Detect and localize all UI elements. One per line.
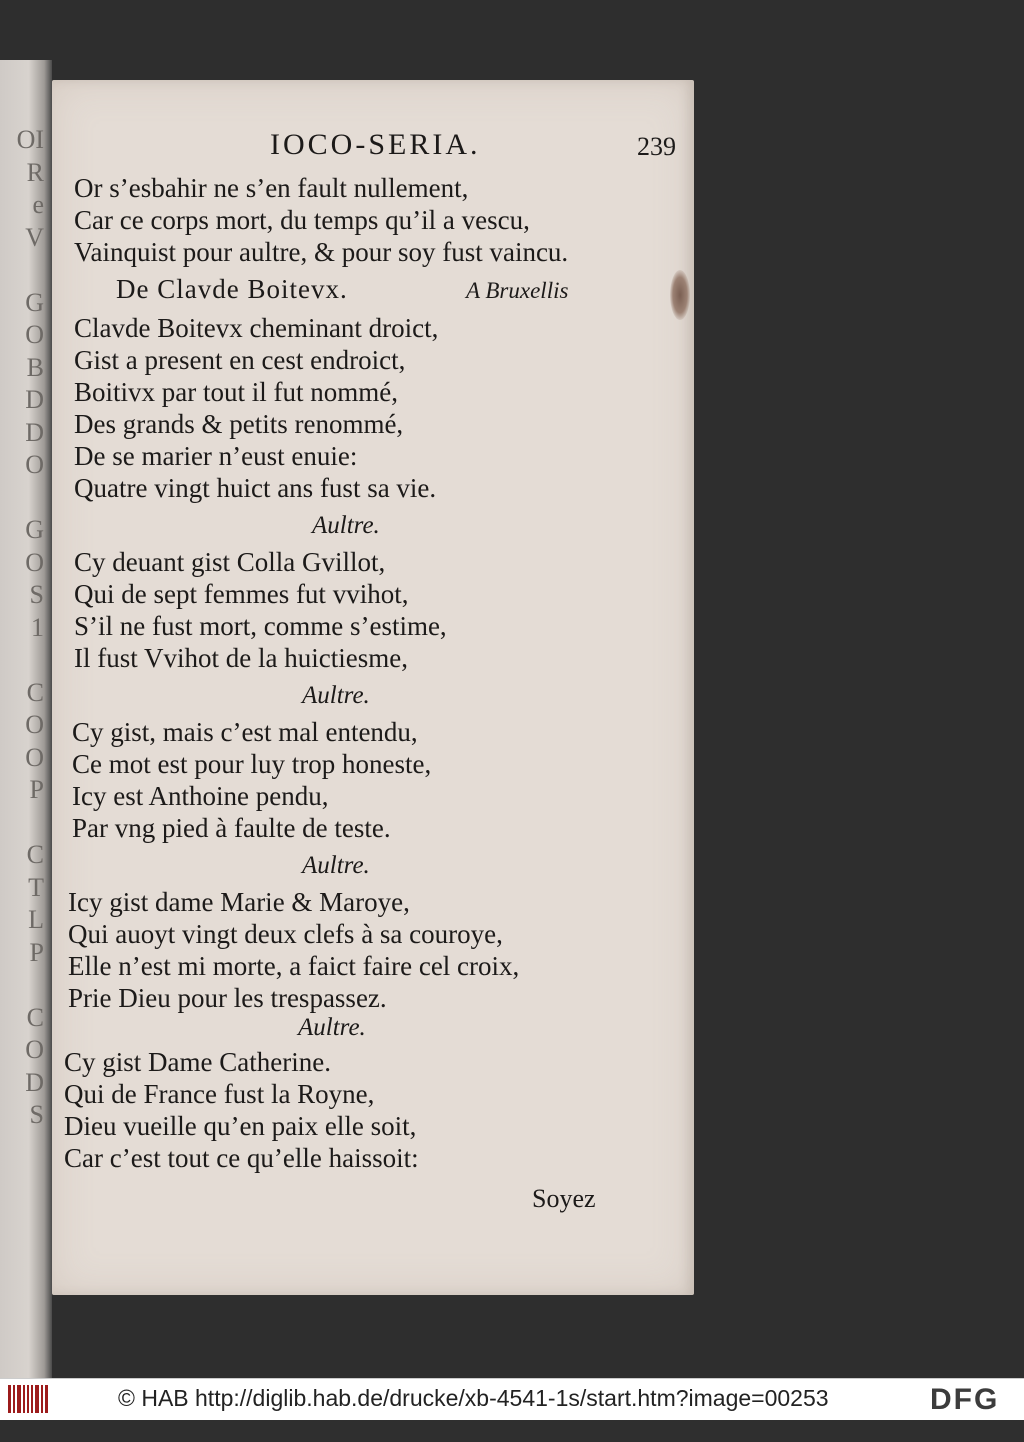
verse-line: Icy gist dame Marie & Maroye, — [68, 887, 410, 917]
verse-line: Prie Dieu pour les trespassez. — [68, 983, 387, 1013]
verse-line: Cy gist Dame Catherine. — [64, 1047, 331, 1077]
verse-line: Vainquist pour aultre, & pour soy fust vaincu. — [74, 237, 569, 267]
epitaph-heading: Aultre. — [302, 852, 370, 879]
verse-line: Par vng pied à faulte de teste. — [72, 813, 391, 843]
viewer-footer — [0, 1378, 1024, 1420]
section-title: De Clavde Boitevx. — [116, 274, 348, 304]
verse-line: Qui auoyt vingt deux clefs à sa couroye, — [68, 919, 503, 949]
verse-line: Boitivx par tout il fut nommé, — [74, 377, 398, 407]
verse-line: Dieu vueille qu’en paix elle soit, — [64, 1111, 417, 1141]
epitaph-heading: Aultre. — [312, 512, 380, 539]
verse-line: Elle n’est mi morte, a faict faire cel croix, — [68, 951, 520, 981]
verse-line: Clavde Boitevx cheminant droict, — [74, 313, 439, 343]
epitaph-heading: Aultre. — [302, 682, 370, 709]
verse-line: Or s’esbahir ne s’en fault nullement, — [74, 173, 469, 203]
epitaph-heading: Aultre. — [298, 1014, 366, 1041]
page-stain — [670, 270, 690, 320]
verse-line: Cy gist, mais c’est mal entendu, — [72, 717, 418, 747]
verse-line: S’il ne fust mort, comme s’estime, — [74, 611, 447, 641]
verse-line: Car ce corps mort, du temps qu’il a vescu, — [74, 205, 530, 235]
verse-line: Ce mot est pour luy trop honeste, — [72, 749, 432, 779]
verse-line: Gist a present en cest endroict, — [74, 345, 406, 375]
page-header-title: IOCO-SERIA. — [270, 128, 481, 161]
verse-line: Qui de France fust la Royne, — [64, 1079, 375, 1109]
previous-page-edge — [0, 60, 52, 1378]
previous-page-glyphs: OI R e V G O B D D O G O S 1 C O O P C T L P C O D S — [16, 125, 44, 1129]
copyright-link[interactable]: © HAB http://diglib.hab.de/drucke/xb-4541-1s/start.htm?image=00253 — [118, 1385, 829, 1411]
dfg-logo: DFG — [930, 1383, 1000, 1416]
running-head — [52, 128, 694, 168]
verse-line: Quatre vingt huict ans fust sa vie. — [74, 473, 437, 503]
verse-line: Car c’est tout ce qu’elle haissoit: — [64, 1143, 419, 1173]
verse-line: Des grands & petits renommé, — [74, 409, 404, 439]
book-page — [52, 80, 694, 1295]
verse-line: Cy deuant gist Colla Gvillot, — [74, 547, 386, 577]
verse-line: Il fust Vvihot de la huictiesme, — [74, 643, 408, 673]
section-place: A Bruxellis — [466, 278, 569, 303]
hab-logo-icon — [8, 1385, 48, 1413]
verse-line: De se marier n’eust enuie: — [74, 441, 358, 471]
page-number: 239 — [637, 132, 676, 161]
verse-line: Icy est Anthoine pendu, — [72, 781, 329, 811]
catchword: Soyez — [532, 1184, 596, 1213]
verse-line: Qui de sept femmes fut vvihot, — [74, 579, 409, 609]
